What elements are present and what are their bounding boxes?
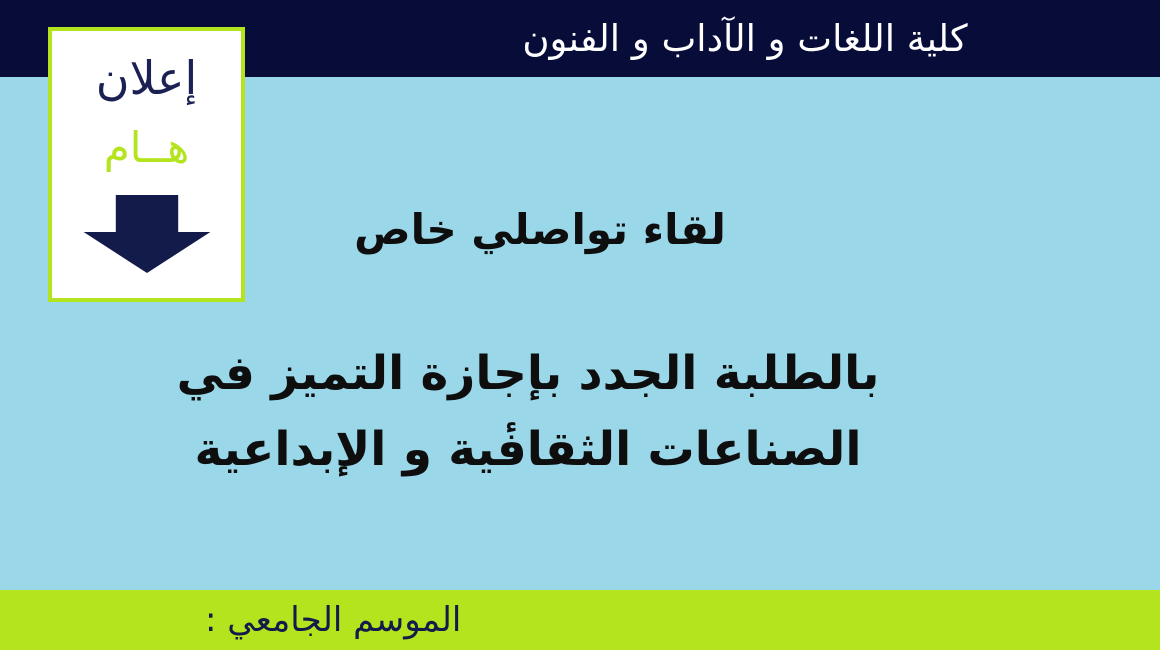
footer-bar — [0, 590, 1160, 650]
meeting-description — [0, 336, 1056, 488]
badge-word-important: هــام — [103, 123, 190, 172]
announcement-badge — [48, 27, 245, 302]
down-arrow-icon — [83, 195, 211, 273]
faculty-title: كلية اللغات و الآداب و الفنون — [522, 17, 968, 60]
badge-word-announcement: إعلان — [95, 51, 198, 105]
description-line-1: بالطلبة الجدد بإجازة التميز في — [176, 346, 880, 401]
academic-season-label: الموسم الجامعي : — [205, 600, 462, 640]
meeting-title: لقاء تواصلي خاص — [354, 205, 726, 254]
description-line-2: الصناعات الثقافٔية و الإبداعية — [194, 422, 862, 477]
